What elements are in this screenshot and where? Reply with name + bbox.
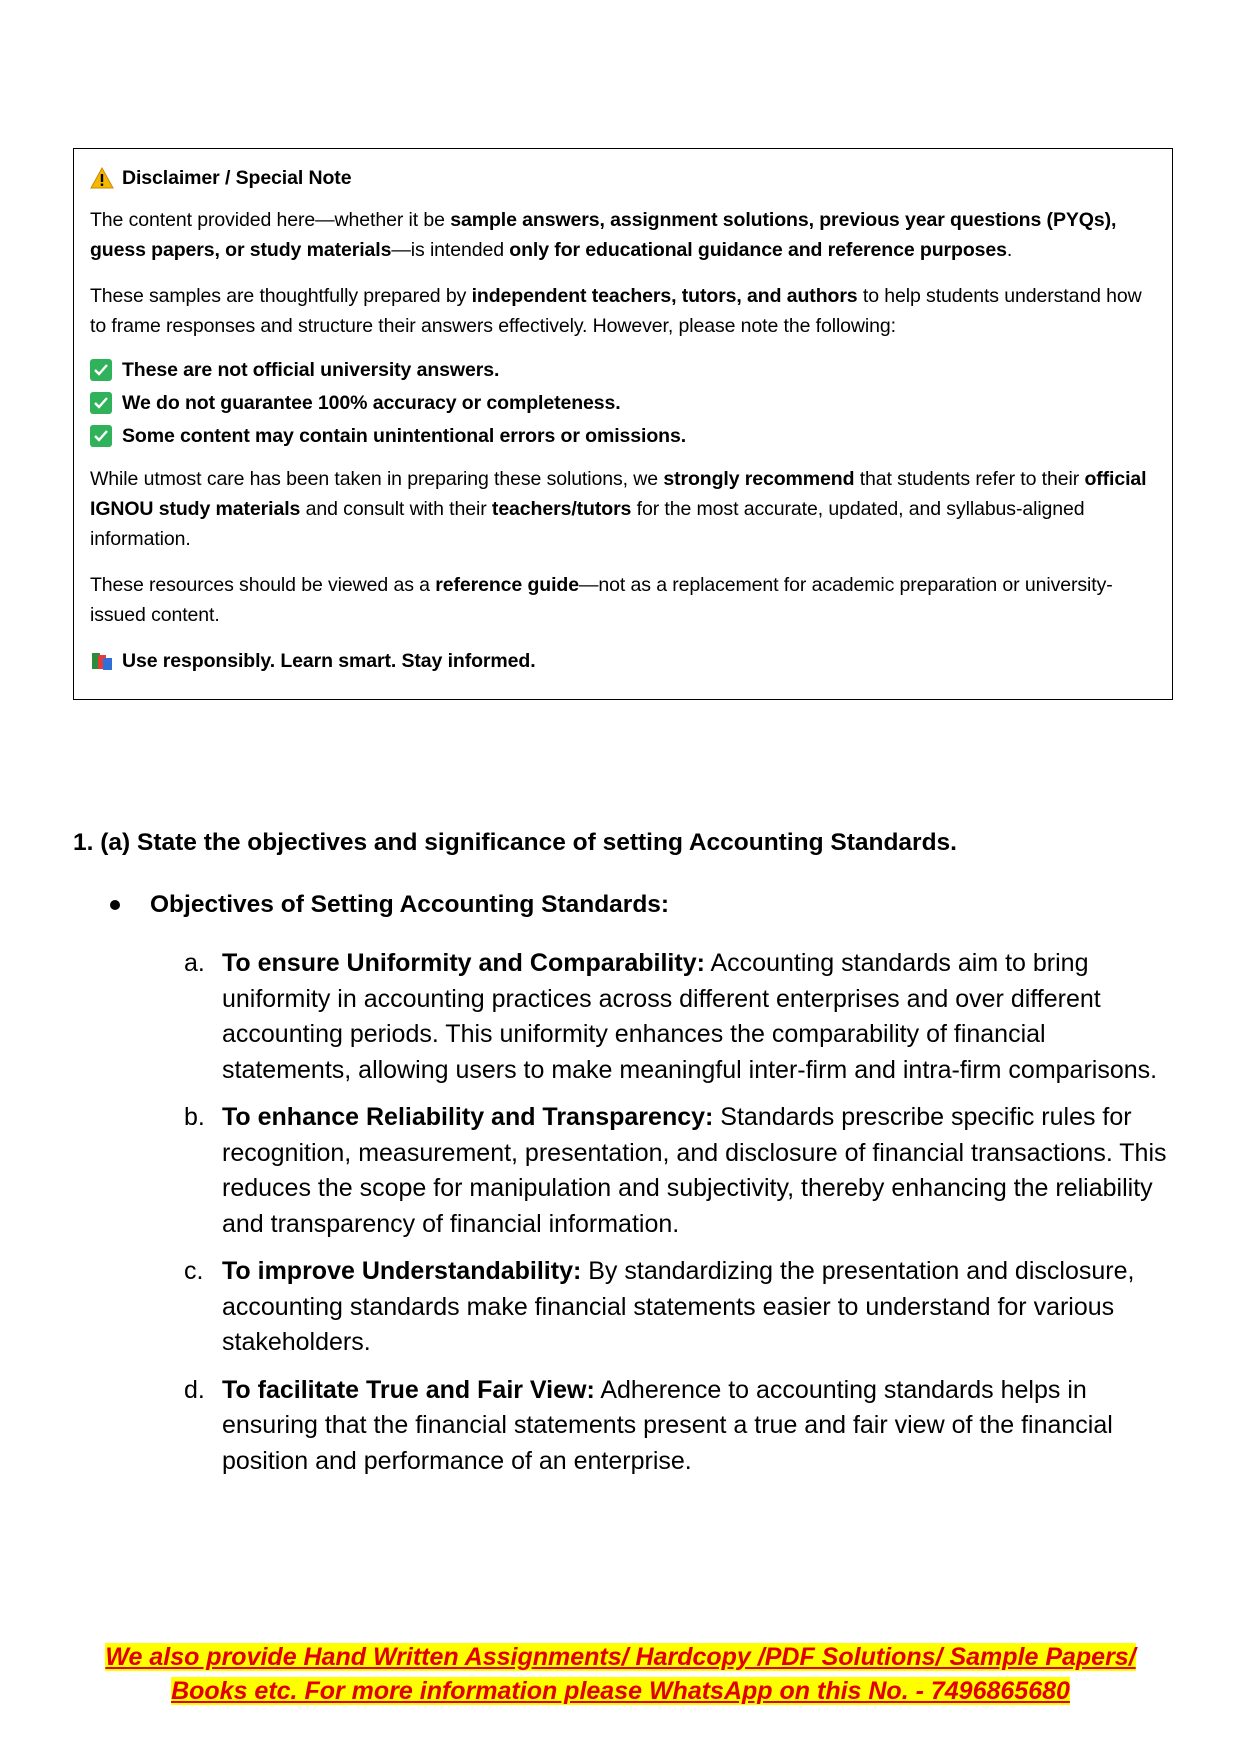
books-icon (90, 650, 114, 672)
p3-text-1: While utmost care has been taken in preparing these solutions, we (90, 468, 664, 490)
check-item-text: We do not guarantee 100% accuracy or completeness. (122, 391, 621, 414)
p4-text-2: —not as a replacement for academic preparation or university-issued content. (90, 574, 1113, 626)
list-item-text (222, 1100, 1174, 1242)
objectives-heading-text: Objectives of Setting Accounting Standards: (150, 891, 670, 918)
list-item-bold: To facilitate True and Fair View: (222, 1375, 595, 1404)
check-item-text: These are not official university answers. (122, 358, 500, 381)
p3-text-2: that students refer to their (854, 468, 1085, 490)
list-item-body: Adherence to accounting standards helps in ensuring that the financial statements present a true and fair view of the financial position and performance of an enterprise. (222, 1375, 1113, 1475)
bullet-icon (110, 900, 120, 910)
p3-bold-3: teachers/tutors (491, 498, 632, 520)
list-marker: b. (184, 1103, 205, 1131)
p4-bold-1: reference guide (435, 574, 579, 596)
p1-text-3: . (1006, 239, 1013, 261)
disclaimer-box (73, 148, 1173, 700)
disclaimer-paragraph-3 (90, 464, 1156, 554)
list-item-body: Standards prescribe specific rules for recognition, measurement, presentation, and disclosure of financial transactions. This reduces the scope for manipulation and subjectivity, thereby enhancing the reliability and transparency of financial information. (222, 1103, 1167, 1238)
closing-text: Use responsibly. Learn smart. Stay informed. (122, 650, 536, 672)
list-item-text (222, 1254, 1174, 1361)
list-item (184, 1373, 1174, 1480)
check-item (90, 419, 1156, 452)
warning-icon (90, 167, 114, 189)
list-item-bold: To ensure Uniformity and Comparability: (222, 949, 705, 977)
check-list (90, 353, 1156, 452)
list-item (184, 946, 1174, 1088)
p1-bold-2: only for educational guidance and reference purposes (509, 239, 1007, 261)
p3-bold-2: official IGNOU study materials (90, 468, 1147, 520)
footer-line-1: We also provide Hand Written Assignments/ Hardcopy /PDF Solutions/ Sample Papers/ (105, 1643, 1136, 1671)
disclaimer-closing (90, 646, 1156, 676)
list-item (184, 1100, 1174, 1242)
check-item (90, 353, 1156, 386)
p4-text-1: These resources should be viewed as a (90, 574, 436, 596)
list-item-bold: To improve Understandability: (222, 1257, 582, 1285)
list-item-bold: To enhance Reliability and Transparency: (222, 1103, 714, 1131)
list-item-text (222, 946, 1174, 1088)
objectives-heading (110, 888, 669, 922)
list-item-body: Accounting standards aim to bring uniformity in accounting practices across different enterprises and over different accounting periods. This uniformity enhances the comparability of financial statements, allowing users to make meaningful inter-firm and intra-firm comparisons. (222, 949, 1158, 1084)
disclaimer-paragraph-4 (90, 570, 1156, 630)
p3-bold-1: strongly recommend (663, 468, 855, 490)
check-mark-icon (90, 392, 112, 414)
p1-bold-1: sample answers, assignment solutions, previous year questions (PYQs), guess papers, or study materials (90, 209, 1117, 261)
objectives-list (184, 946, 1174, 1491)
list-item-text (222, 1373, 1174, 1480)
list-marker: a. (184, 949, 205, 977)
list-marker: d. (184, 1375, 205, 1404)
check-mark-icon (90, 425, 112, 447)
p2-text-1: These samples are thoughtfully prepared by (90, 285, 472, 307)
p3-text-4: for the most accurate, updated, and syllabus-aligned information. (90, 498, 1085, 550)
disclaimer-title (90, 163, 1156, 193)
disclaimer-title-text: Disclaimer / Special Note (122, 167, 352, 189)
disclaimer-paragraph-1 (90, 205, 1156, 265)
p3-text-3: and consult with their (300, 498, 492, 520)
list-marker: c. (184, 1257, 204, 1285)
list-item-body: By standardizing the presentation and disclosure, accounting standards make financial statements easier to understand for various stakeholders. (222, 1257, 1135, 1356)
footer-line-2: Books etc. For more information please WhatsApp on this No. - 7496865680 (171, 1677, 1070, 1705)
check-item-text: Some content may contain unintentional errors or omissions. (122, 424, 687, 447)
p2-text-2: to help students understand how to frame responses and structure their answers effectively. However, please note the following: (90, 285, 1142, 337)
check-mark-icon (90, 359, 112, 381)
footer-promo (60, 1640, 1181, 1708)
p1-text-2: —is intended (391, 239, 510, 261)
p1-text-1: The content provided here—whether it be (90, 209, 451, 231)
disclaimer-paragraph-2 (90, 281, 1156, 341)
p2-bold-1: independent teachers, tutors, and authors (471, 285, 858, 307)
list-item (184, 1254, 1174, 1361)
check-item (90, 386, 1156, 419)
question-title: 1. (a) State the objectives and significance of setting Accounting Standards. (73, 829, 957, 856)
